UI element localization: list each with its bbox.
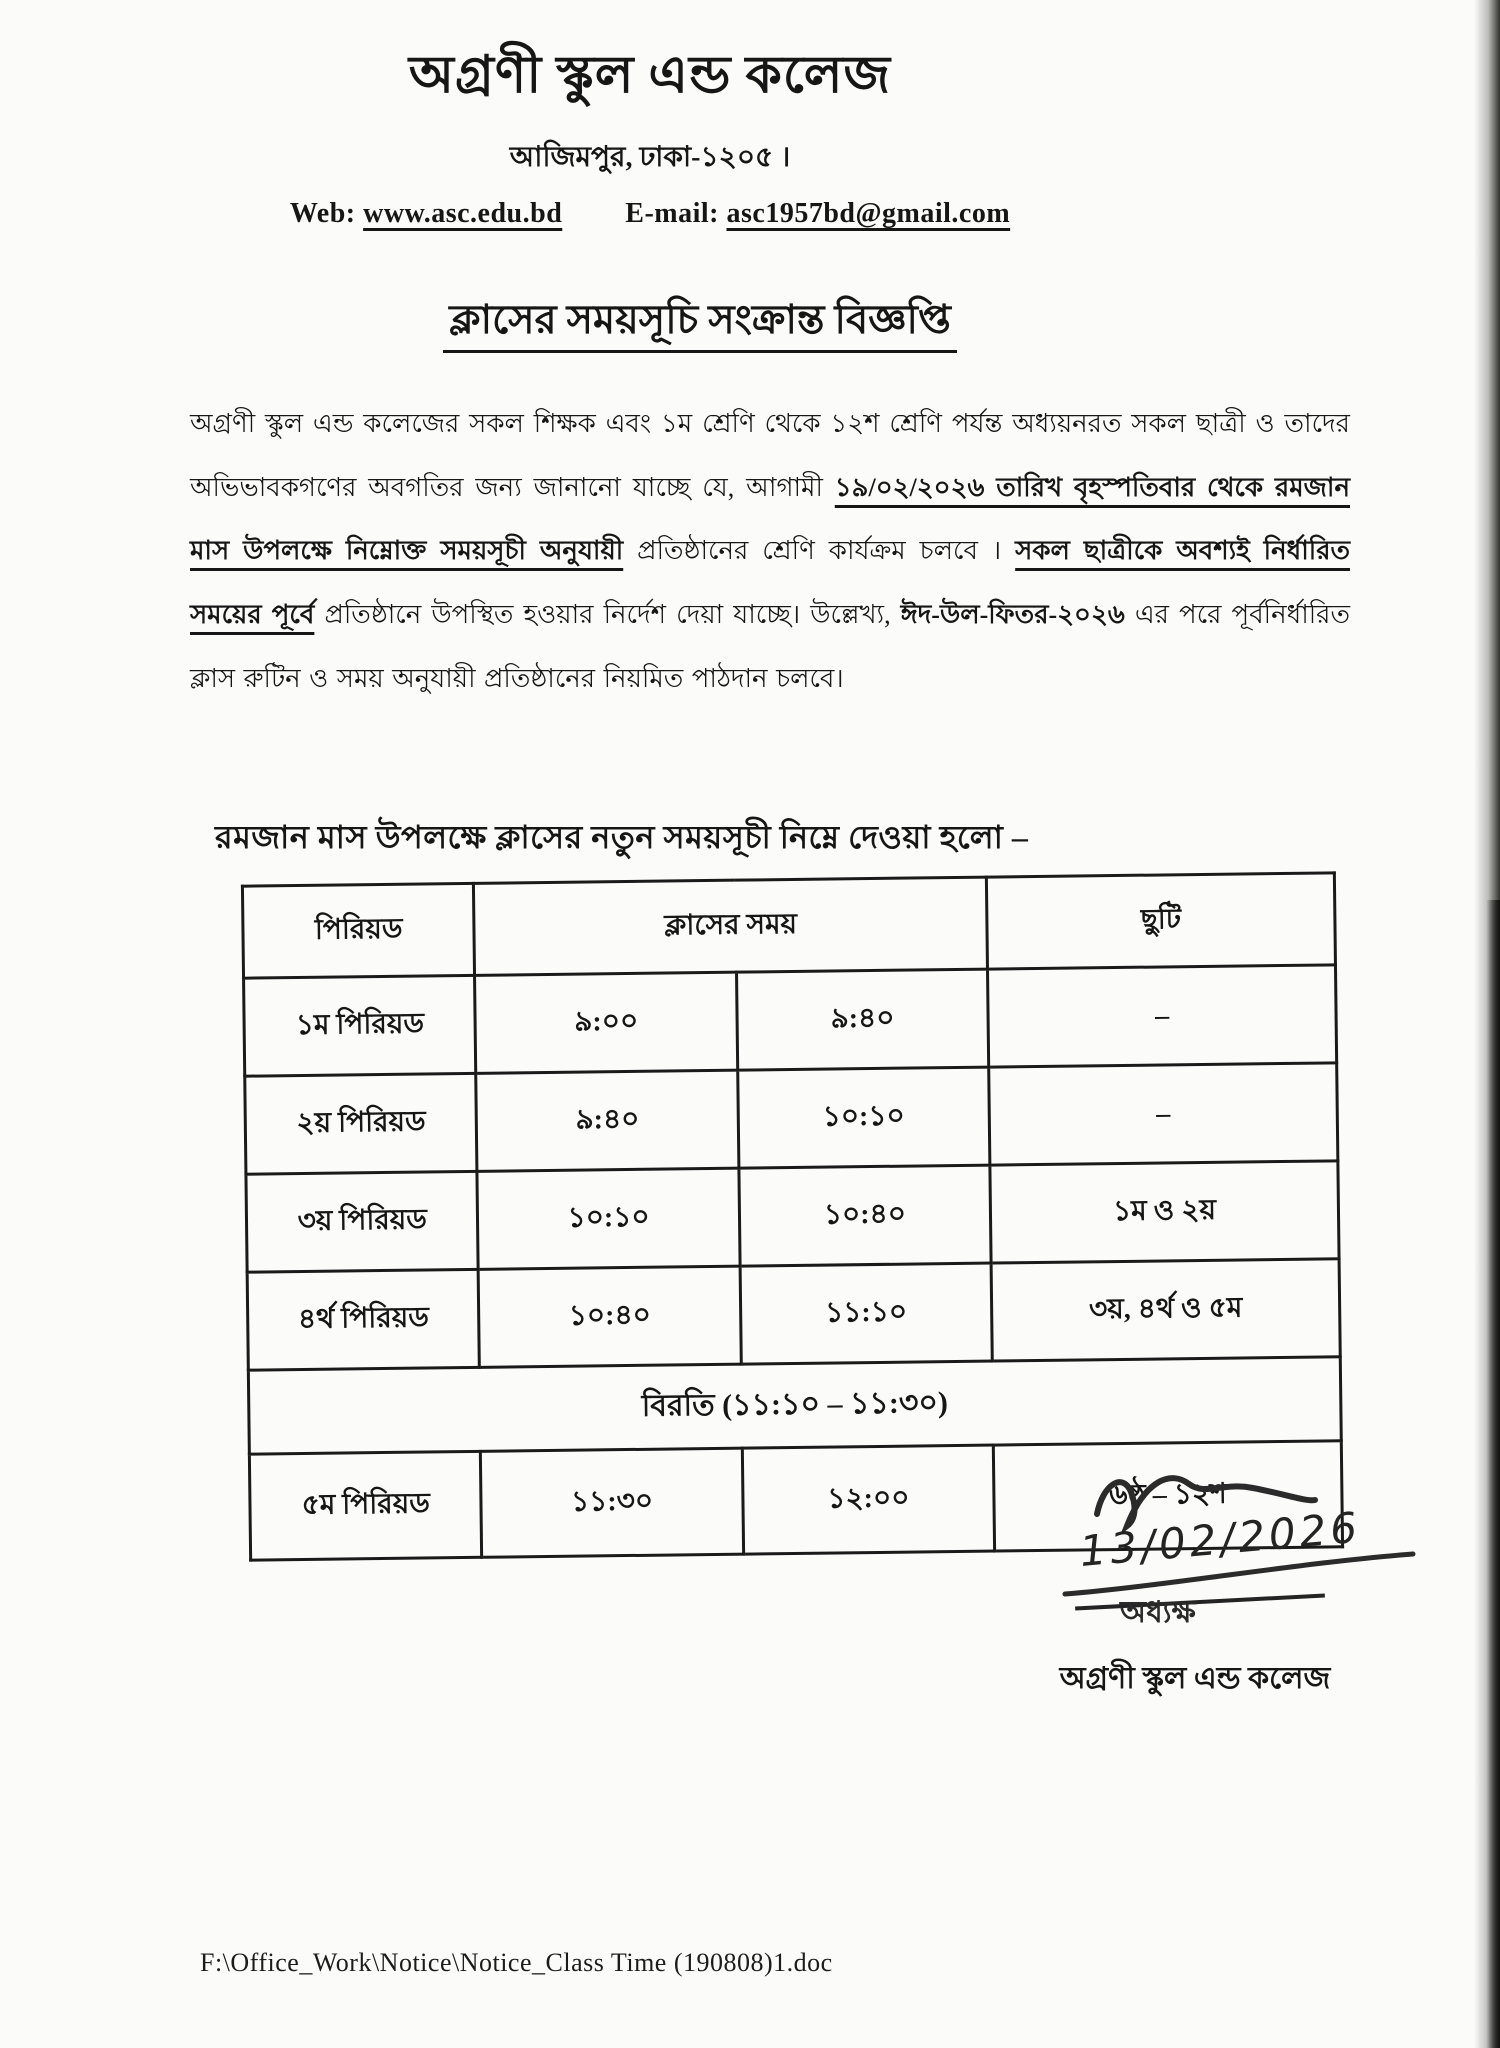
leave-cell: ৩য়, ৪র্থ ও ৫ম [991, 1259, 1340, 1361]
start-time-cell: ১০:৪০ [479, 1266, 741, 1367]
scan-edge-shadow [1474, 0, 1500, 2048]
contact-line [0, 198, 1300, 230]
body-segment-underlined: সকল ছাত্রীকে অবশ্যই নির্ধারিত সময়ের পূর্বে [190, 536, 1351, 630]
leave-cell: – [988, 965, 1337, 1067]
end-time-cell: ৯:৪০ [736, 969, 989, 1070]
body-segment-date-underlined: ১৯/০২/২০২৬ তারিখ বৃহস্পতিবার থেকে রমজান মাস উপলক্ষে নিম্নোক্ত সময়সূচী অনুযায়ী [190, 472, 1350, 566]
letterhead [0, 34, 1300, 230]
period-cell: ২য় পিরিয়ড [245, 1073, 478, 1174]
table-row [245, 1063, 1338, 1174]
table-header-period: পিরিয়ড [242, 883, 475, 978]
web-label: Web: [289, 198, 356, 229]
table-row [247, 1259, 1340, 1370]
end-time-cell: ১০:১০ [737, 1067, 990, 1168]
body-segment: এর পরে পূর্বনির্ধারিত ক্লাস রুটিন ও সময় অনুযায়ী প্রতিষ্ঠানের নিয়মিত পাঠদান চলবে। [190, 600, 1350, 693]
school-name: অগ্রণী স্কুল এন্ড কলেজ [408, 47, 892, 104]
leave-cell: – [989, 1063, 1338, 1165]
notice-title: ক্লাসের সময়সূচি সংক্রান্ত বিজ্ঞপ্তি [443, 297, 957, 353]
body-segment: প্রতিষ্ঠানের শ্রেণি কার্যক্রম চলবে । [623, 536, 1016, 566]
designation-wrap [985, 1586, 1425, 1632]
period-cell: ৩য় পিরিয়ড [246, 1171, 479, 1272]
table-header-leave: ছুটি [986, 873, 1335, 969]
signature-date: 13/02/2026 [1077, 1502, 1363, 1576]
leave-cell: ৬ষ্ঠ – ১২শ [993, 1441, 1342, 1551]
body-segment: অগ্রণী স্কুল এন্ড কলেজের সকল শিক্ষক এবং ১ম শ্রেণি থেকে ১২শ শ্রেণি পর্যন্ত অধ্যয়নরত সকল ছাত্রী ও তাদের অভিভাবকগণের অবগতির জন্য জানানো যাচ্ছে যে, আগামী [190, 409, 1350, 502]
break-row [248, 1357, 1341, 1454]
notice-body [190, 392, 1350, 710]
table-header-class-time: ক্লাসের সময় [474, 877, 988, 975]
table-heading: রমজান মাস উপলক্ষে ক্লাসের নতুন সময়সূচী নিম্নে দেওয়া হলো – [215, 819, 1029, 855]
start-time-cell: ৯:৪০ [476, 1070, 738, 1171]
start-time-cell: ৯:০০ [475, 972, 737, 1073]
start-time-cell: ১০:১০ [477, 1168, 739, 1269]
end-time-cell: ১২:০০ [742, 1445, 995, 1554]
table-header-row [242, 873, 1335, 978]
web-url-link[interactable]: www.asc.edu.bd [363, 198, 563, 229]
school-address: আজিমপুর, ঢাকা-১২০৫ । [509, 142, 791, 173]
email-label: E-mail: [625, 198, 719, 229]
notice-title-row [0, 288, 1400, 355]
table-row [246, 1161, 1339, 1272]
signature-line [1075, 1593, 1325, 1610]
table-row [244, 965, 1337, 1076]
start-time-cell: ১১:৩০ [481, 1448, 744, 1557]
scan-edge-shadow-dark [1486, 900, 1500, 2048]
end-time-cell: ১১:১০ [740, 1263, 993, 1364]
signature-block [985, 1462, 1425, 1705]
period-cell: ১ম পিরিয়ড [244, 975, 477, 1076]
period-cell: ৫ম পিরিয়ড [249, 1451, 482, 1560]
signature-org: অগ্রণী স্কুল এন্ড কলেজ [1059, 1662, 1331, 1695]
principal-designation: অধ্যক্ষ [1120, 1596, 1196, 1629]
email-link[interactable]: asc1957bd@gmail.com [726, 198, 1011, 229]
period-cell: ৪র্থ পিরিয়ড [247, 1269, 480, 1370]
file-path-footer: F:\Office_Work\Notice\Notice_Class Time (190808)1.doc [200, 1948, 833, 1977]
end-time-cell: ১০:৪০ [739, 1165, 992, 1266]
leave-cell: ১ম ও ২য় [990, 1161, 1339, 1263]
body-segment-eid-bold: ঈদ-উল-ফিতর-২০২৬ [900, 600, 1125, 630]
schedule-table [241, 871, 1344, 1561]
break-label: বিরতি (১১:১০ – ১১:৩০) [248, 1357, 1341, 1454]
body-segment: প্রতিষ্ঠানে উপস্থিত হওয়ার নির্দেশ দেয়া যাচ্ছে। উল্লেখ্য, [314, 600, 901, 630]
